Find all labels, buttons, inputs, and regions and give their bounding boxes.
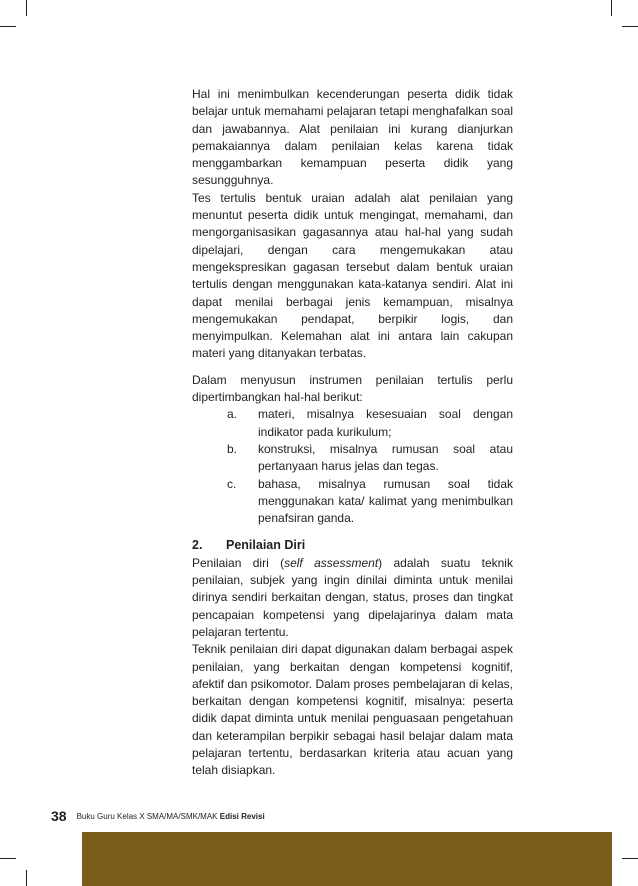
criteria-list: [192, 406, 513, 527]
footer-book-title: Buku Guru Kelas X SMA/MA/SMK/MAK: [76, 811, 218, 821]
crop-mark: [622, 858, 638, 859]
list-marker: c.: [227, 476, 237, 491]
section-heading: [192, 537, 513, 554]
section-title: Penilaian Diri: [226, 538, 306, 553]
paragraph-text: Penilaian diri (: [192, 555, 285, 570]
list-item: [227, 406, 513, 441]
list-marker: b.: [227, 441, 238, 456]
crop-mark: [622, 26, 638, 27]
list-item: [227, 476, 513, 528]
paragraph: Dalam menyusun instrumen penilaian tertulis perlu dipertimbangkan hal-hal berikut:: [192, 372, 513, 405]
list-marker: a.: [227, 407, 238, 422]
footer-band: [82, 832, 612, 886]
crop-mark: [0, 858, 16, 859]
section-number: 2.: [192, 538, 203, 553]
paragraph-text: ) adalah suatu teknik penilaian, subjek yang ingin dinilai diminta untuk menilai dirinya sendiri berkaitan dengan, status, proses dan tingkat pencapaian kompetensi yang dipelajarinya dalam mata pelajaran tertentu.: [192, 555, 513, 639]
crop-mark: [26, 870, 27, 886]
page-number: 38: [51, 808, 67, 824]
footer-title: [77, 812, 265, 821]
crop-mark: [26, 0, 27, 16]
page-footer: [51, 806, 265, 826]
crop-mark: [0, 26, 16, 27]
paragraph: Tes tertulis bentuk uraian adalah alat penilaian yang menuntut peserta didik untuk mengingat, memahami, dan mengorganisasikan gagasannya atau hal-hal yang sudah dipelajari, dengan cara mengemukakan atau mengekspresikan gagasan tersebut dalam bentuk uraian tertulis dengan menggunakan kata-katanya sendiri. Alat ini dapat menilai berbagai jenis kemampuan, misalnya mengemukakan pendapat, berpikir logis, dan menyimpulkan. Kelemahan alat ini antara lain cakupan materi yang ditanyakan terbatas.: [192, 190, 513, 361]
paragraph: [192, 555, 513, 641]
paragraph: Hal ini menimbulkan kecenderungan peserta didik tidak belajar untuk memahami pelajaran tetapi menghafalkan soal dan jawabannya. Alat penilaian ini kurang dianjurkan pemakaiannya dalam penilaian kelas karena tidak menggambarkan kemampuan peserta didik yang sesungguhnya.: [192, 87, 513, 188]
paragraph: Teknik penilaian diri dapat digunakan dalam berbagai aspek penilaian, yang berkaitan dengan kompetensi kognitif, afektif dan psikomotor. Dalam proses pembelajaran di kelas, berkaitan dengan kompetensi kognitif, misalnya: peserta didik dapat diminta untuk menilai penguasaan pengetahuan dan keterampilan berpikir sebagai hasil belajar dalam mata pelajaran tertentu, berdasarkan kriteria atau acuan yang telah disiapkan.: [192, 642, 513, 778]
list-item-text: konstruksi, misalnya rumusan soal atau pertanyaan harus jelas dan tegas.: [258, 441, 513, 474]
list-item: [227, 441, 513, 476]
footer-edition: Edisi Revisi: [219, 811, 265, 821]
italic-term: self assessment: [284, 555, 379, 570]
page-body: [192, 86, 513, 780]
list-item-text: bahasa, misalnya rumusan soal tidak menggunakan kata/ kalimat yang menimbulkan penafsiran ganda.: [258, 476, 513, 526]
crop-mark: [611, 0, 612, 16]
list-item-text: materi, misalnya kesesuaian soal dengan indikator pada kurikulum;: [258, 407, 513, 439]
